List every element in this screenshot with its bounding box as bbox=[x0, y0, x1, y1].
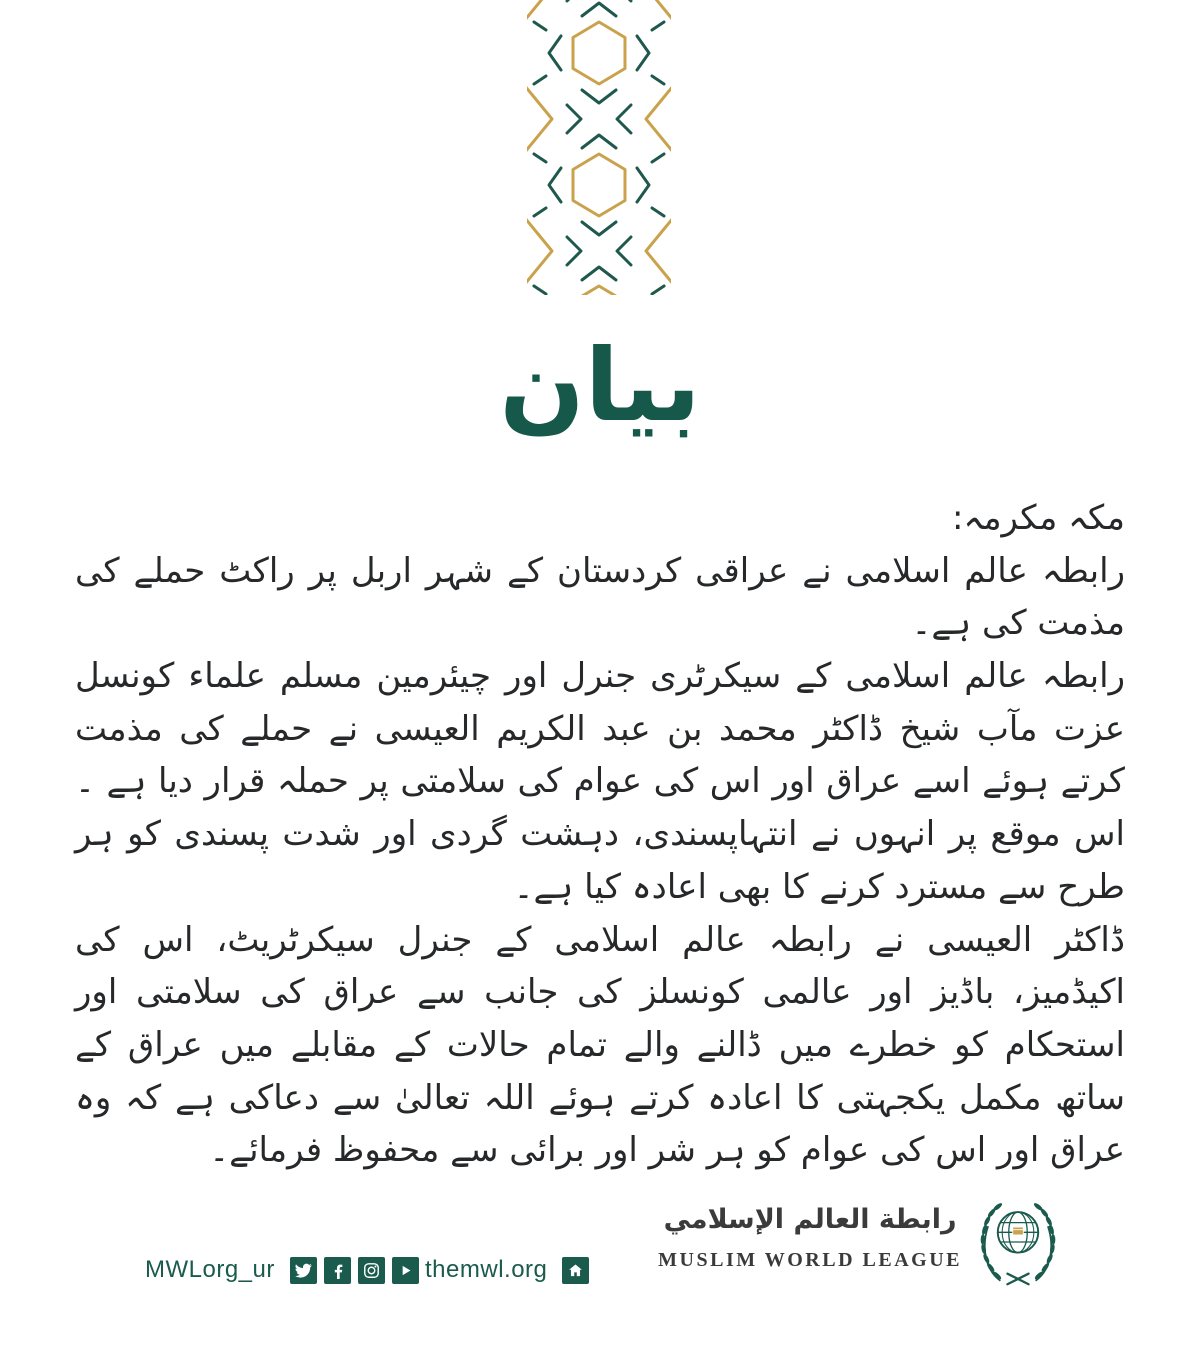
facebook-icon[interactable] bbox=[324, 1257, 351, 1284]
logo-arabic-calligraphy: رابطة العالم الإسلامي bbox=[663, 1204, 957, 1235]
statement-paragraph-3: ڈاکٹر العیسی نے رابطہ عالم اسلامی کے جنرل سیکرٹریٹ، اس کی اکیڈمیز، باڈیز اور عالمی کونسلز کی جانب سے عراق کی سلامتی اور استحکام کو خطرے میں ڈالنے والے تمام حالات کے مقابلے میں عراق کے ساتھ مکمل یکجہتی کا اعادہ کرتے ہوئے اللہ تعالیٰ سے دعاکی ہے کہ وہ عراق اور اس کی عوام کو ہر شر اور برائی سے محفوظ فرمائے۔ bbox=[75, 919, 1125, 1171]
dateline: مکہ مکرمہ: bbox=[951, 498, 1125, 538]
page-title: بیان bbox=[499, 326, 701, 444]
social-bar bbox=[145, 1256, 419, 1284]
mwl-logo-text bbox=[658, 1192, 962, 1272]
instagram-icon[interactable] bbox=[358, 1257, 385, 1284]
mwl-emblem-globe-wreath-icon bbox=[974, 1192, 1062, 1292]
logo-english-name: MUSLIM WORLD LEAGUE bbox=[658, 1249, 962, 1272]
statement-paragraph-1: رابطہ عالم اسلامی نے عراقی کردستان کے شہر اربل پر راکٹ حملے کی مذمت کی ہے۔ bbox=[75, 550, 1125, 644]
twitter-icon[interactable] bbox=[290, 1257, 317, 1284]
mwl-logo bbox=[658, 1192, 1062, 1292]
home-icon[interactable] bbox=[562, 1257, 589, 1284]
youtube-icon[interactable] bbox=[392, 1257, 419, 1284]
website-bar bbox=[425, 1256, 589, 1284]
website-link[interactable]: themwl.org bbox=[425, 1256, 548, 1283]
statement-paragraph-2: رابطہ عالم اسلامی کے سیکرٹری جنرل اور چیئرمین مسلم علماء کونسل عزت مآب شیخ ڈاکٹر محمد بن عبد الکریم العیسی نے حملے کی مذمت کرتے ہوئے اسے عراق اور اس کی عوام کی سلامتی پر حملہ قرار دیا ہے ۔اس موقع پر انہوں نے انتہاپسندی، دہشت گردی اور شدت پسندی کو ہر طرح سے مسترد کرنے کا بھی اعادہ کیا ہے۔ bbox=[75, 656, 1125, 907]
geometric-pattern bbox=[527, 0, 671, 295]
statement-body bbox=[75, 492, 1125, 1177]
twitter-handle[interactable]: MWLorg_ur bbox=[145, 1256, 275, 1283]
